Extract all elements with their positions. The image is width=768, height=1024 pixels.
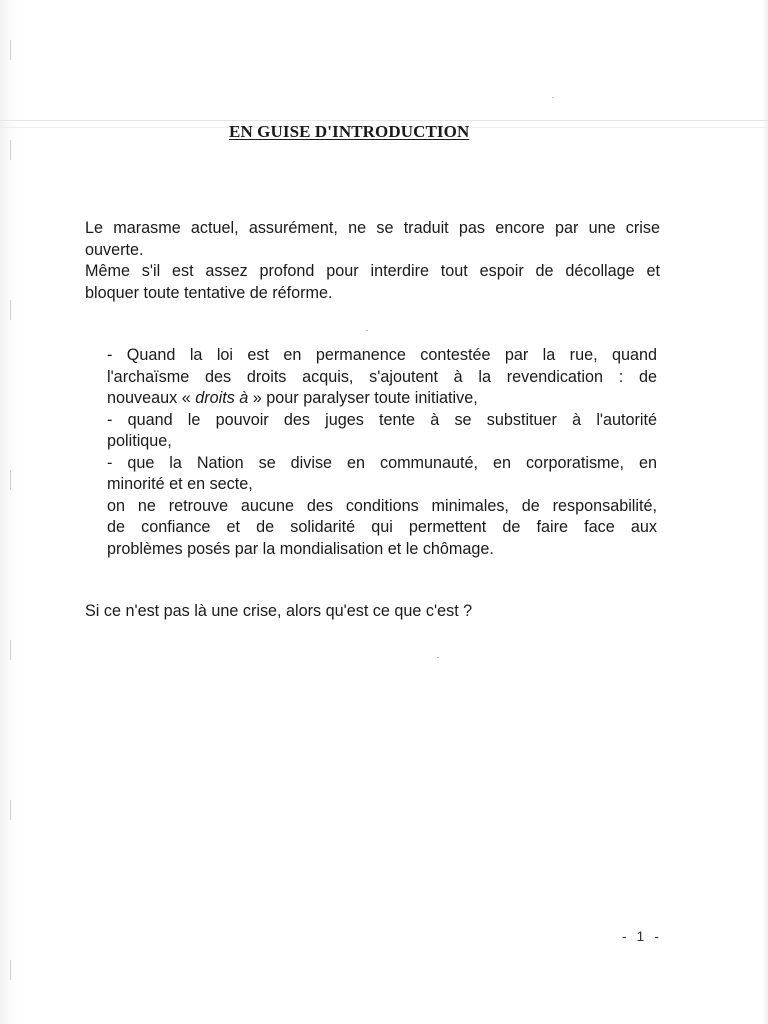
list-line: de confiance et de solidarité qui permettent de faire face aux: [107, 518, 657, 536]
list-line: politique,: [107, 432, 172, 450]
scan-speck: [552, 97, 554, 98]
list-line: on ne retrouve aucune des conditions minimales, de responsabilité,: [107, 496, 657, 515]
scan-tick: [10, 800, 11, 820]
page-number: - 1 -: [622, 928, 662, 944]
list-line: - quand le pouvoir des juges tente à se substituer à l'autorité: [107, 410, 657, 429]
list-text: nouveaux «: [107, 389, 196, 407]
intro-line: bloquer toute tentative de réforme.: [85, 283, 333, 302]
scan-tick: [10, 300, 11, 320]
list-line: minorité et en secte,: [107, 475, 253, 493]
list-line: l'archaïsme des droits acquis, s'ajoutent à la revendication : de: [107, 367, 657, 386]
list-line: - Quand la loi est en permanence contestée par la rue, quand: [107, 346, 657, 364]
scan-right-edge: [762, 0, 768, 1024]
list-line: problèmes posés par la mondialisation et le chômage.: [107, 539, 494, 558]
list-text: » pour paralyser toute initiative,: [248, 389, 478, 407]
scan-tick: [10, 40, 11, 60]
bullet-list: [107, 345, 657, 560]
scan-artifact-line: [0, 120, 768, 121]
intro-line: Le marasme actuel, assurément, ne se traduit pas encore par une crise: [85, 219, 660, 237]
scan-speck: [366, 330, 368, 331]
scan-tick: [10, 640, 11, 660]
document-title: EN GUISE D'INTRODUCTION: [229, 122, 470, 141]
intro-paragraph: [85, 218, 660, 304]
intro-line: ouverte.: [85, 240, 144, 259]
italic-phrase: droits à: [195, 389, 249, 407]
scan-tick: [10, 470, 11, 490]
intro-line: Même s'il est assez profond pour interdire tout espoir de décollage et: [85, 262, 660, 280]
scan-speck: [437, 657, 439, 658]
scan-tick: [10, 140, 11, 160]
scan-tick: [10, 960, 11, 980]
closing-question: Si ce n'est pas là une crise, alors qu'est ce que c'est ?: [85, 602, 473, 620]
list-line: [107, 388, 657, 410]
list-line: - que la Nation se divise en communauté, en corporatisme, en: [107, 453, 657, 472]
